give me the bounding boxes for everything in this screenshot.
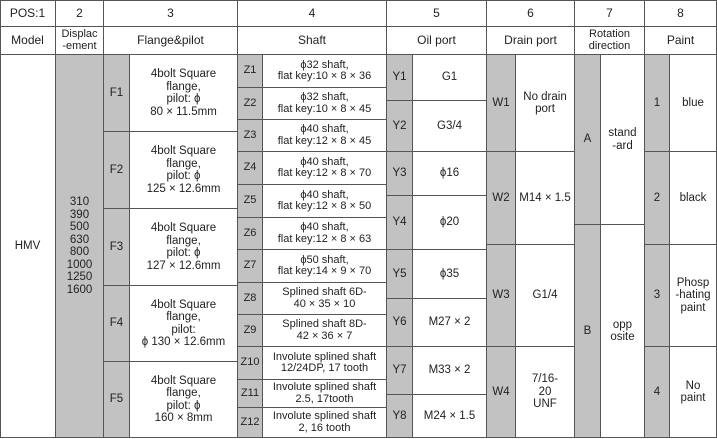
shaft-code-Z1: Z1 <box>238 55 263 88</box>
oil-port-code-Y8: Y8 <box>387 395 413 438</box>
flange-code-F3: F3 <box>104 209 130 286</box>
oil-port-desc-Y8: M24 × 1.5 <box>413 395 487 438</box>
drain-port-desc-W1: No drain port <box>516 55 575 152</box>
flange-desc-F4: 4bolt Square flange, pilot: ϕ 130 × 12.6mm <box>130 286 238 362</box>
drain-port-code-W1: W1 <box>487 55 516 152</box>
flange-desc-F1: 4bolt Square flange, pilot: ϕ 80 × 11.5mm <box>130 55 238 132</box>
shaft-code-Z11: Z11 <box>238 380 263 408</box>
flange-desc-F3: 4bolt Square flange, pilot: ϕ 127 × 12.6mm <box>130 209 238 286</box>
column-header-3: Flange&pilot <box>104 27 238 55</box>
flange-desc-F5: 4bolt Square flange, pilot: ϕ 160 × 8mm <box>130 362 238 438</box>
shaft-code-Z5: Z5 <box>238 185 263 218</box>
shaft-code-Z6: Z6 <box>238 218 263 250</box>
shaft-desc-Z2: ϕ32 shaft, flat key:10 × 8 × 45 <box>263 88 387 120</box>
shaft-desc-Z1: ϕ32 shaft, flat key:10 × 8 × 36 <box>263 55 387 88</box>
shaft-desc-Z12: Involute splined shaft 2, 16 tooth <box>263 408 387 438</box>
displacement-values: 310 390 500 630 800 1000 1250 1600 <box>56 55 104 438</box>
drain-port-desc-W4: 7/16- 20 UNF <box>516 347 575 438</box>
column-header-6: Drain port <box>487 27 575 55</box>
flange-code-F2: F2 <box>104 132 130 209</box>
column-header-4: Shaft <box>238 27 387 55</box>
rotation-code-B: B <box>575 225 601 438</box>
oil-port-desc-Y5: ϕ35 <box>413 250 487 299</box>
rotation-desc-A: stand -ard <box>601 55 645 225</box>
oil-port-code-Y2: Y2 <box>387 101 413 152</box>
oil-port-code-Y5: Y5 <box>387 250 413 299</box>
column-header-8: Paint <box>645 27 717 55</box>
drain-port-desc-W2: M14 × 1.5 <box>516 152 575 245</box>
oil-port-code-Y7: Y7 <box>387 347 413 395</box>
shaft-code-Z4: Z4 <box>238 152 263 185</box>
pos-header-2: 2 <box>56 0 104 27</box>
paint-desc-3: Phosp -hating paint <box>670 245 717 347</box>
shaft-code-Z3: Z3 <box>238 120 263 152</box>
oil-port-code-Y4: Y4 <box>387 196 413 250</box>
pos-header-8: 8 <box>645 0 717 27</box>
paint-desc-4: No paint <box>670 347 717 438</box>
shaft-desc-Z3: ϕ40 shaft, flat key:12 × 8 × 45 <box>263 120 387 152</box>
pos-header-6: 6 <box>487 0 575 27</box>
paint-desc-1: blue <box>670 55 717 152</box>
paint-code-3: 3 <box>645 245 670 347</box>
shaft-desc-Z9: Splined shaft 8D- 42 × 36 × 7 <box>263 315 387 347</box>
pos-header-3: 3 <box>104 0 238 27</box>
rotation-code-A: A <box>575 55 601 225</box>
oil-port-desc-Y1: G1 <box>413 55 487 101</box>
oil-port-code-Y1: Y1 <box>387 55 413 101</box>
column-header-2: Displac -ement <box>56 27 104 55</box>
shaft-code-Z7: Z7 <box>238 250 263 283</box>
paint-code-1: 1 <box>645 55 670 152</box>
drain-port-code-W2: W2 <box>487 152 516 245</box>
shaft-desc-Z8: Splined shaft 6D- 40 × 35 × 10 <box>263 283 387 315</box>
flange-code-F1: F1 <box>104 55 130 132</box>
flange-code-F4: F4 <box>104 286 130 362</box>
column-header-5: Oil port <box>387 27 487 55</box>
pos-header-7: 7 <box>575 0 645 27</box>
oil-port-code-Y6: Y6 <box>387 299 413 347</box>
pos-header-1: POS:1 <box>0 0 56 27</box>
paint-code-2: 2 <box>645 152 670 245</box>
pos-header-4: 4 <box>238 0 387 27</box>
paint-desc-2: black <box>670 152 717 245</box>
drain-port-desc-W3: G1/4 <box>516 245 575 347</box>
pos-header-5: 5 <box>387 0 487 27</box>
flange-desc-F2: 4bolt Square flange, pilot: ϕ 125 × 12.6mm <box>130 132 238 209</box>
oil-port-desc-Y2: G3/4 <box>413 101 487 152</box>
paint-code-4: 4 <box>645 347 670 438</box>
column-header-1: Model <box>0 27 56 55</box>
oil-port-desc-Y6: M27 × 2 <box>413 299 487 347</box>
shaft-desc-Z7: ϕ50 shaft, flat key:14 × 9 × 70 <box>263 250 387 283</box>
shaft-desc-Z5: ϕ40 shaft, flat key:12 × 8 × 50 <box>263 185 387 218</box>
drain-port-code-W4: W4 <box>487 347 516 438</box>
shaft-desc-Z6: ϕ40 shaft, flat key:12 × 8 × 63 <box>263 218 387 250</box>
shaft-code-Z8: Z8 <box>238 283 263 315</box>
shaft-code-Z10: Z10 <box>238 347 263 380</box>
shaft-code-Z12: Z12 <box>238 408 263 438</box>
oil-port-desc-Y7: M33 × 2 <box>413 347 487 395</box>
oil-port-desc-Y3: ϕ16 <box>413 152 487 196</box>
rotation-desc-B: opp osite <box>601 225 645 438</box>
shaft-desc-Z10: Involute splined shaft 12/24DP, 17 tooth <box>263 347 387 380</box>
shaft-code-Z2: Z2 <box>238 88 263 120</box>
flange-code-F5: F5 <box>104 362 130 438</box>
oil-port-code-Y3: Y3 <box>387 152 413 196</box>
model-value: HMV <box>0 55 56 438</box>
shaft-desc-Z11: Involute splined shaft 2.5, 17tooth <box>263 380 387 408</box>
shaft-desc-Z4: ϕ40 shaft, flat key:12 × 8 × 70 <box>263 152 387 185</box>
drain-port-code-W3: W3 <box>487 245 516 347</box>
oil-port-desc-Y4: ϕ20 <box>413 196 487 250</box>
column-header-7: Rotation direction <box>575 27 645 55</box>
shaft-code-Z9: Z9 <box>238 315 263 347</box>
